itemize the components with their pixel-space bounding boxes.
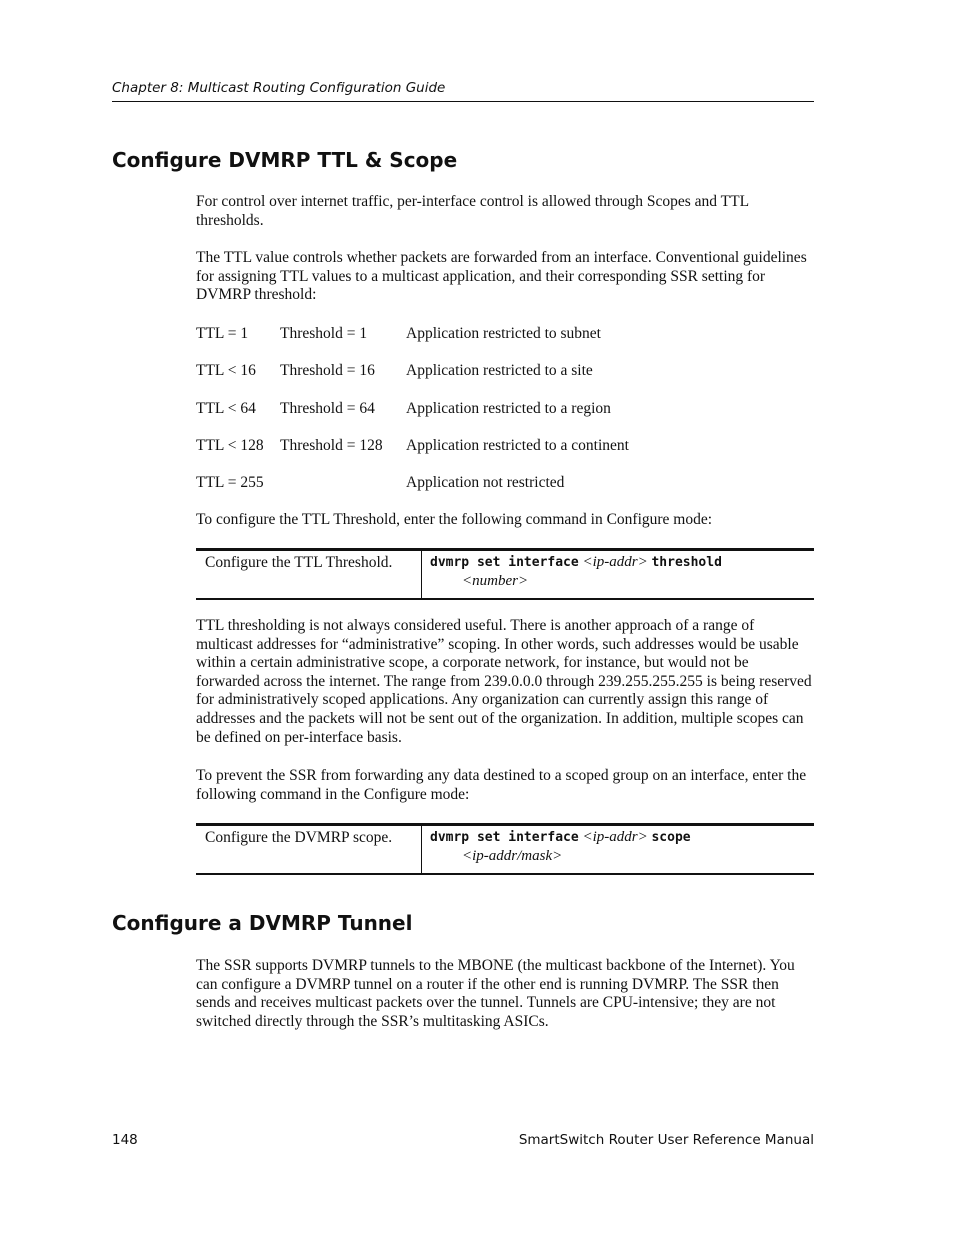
- command-description-cell: [196, 551, 422, 598]
- ttl-row: [196, 436, 816, 455]
- paragraph-prevent-forwarding: To prevent the SSR from forwarding any data destined to a scoped group on an interface, enter the following command in the Configure mode:: [196, 767, 807, 803]
- command-description-cell: [196, 826, 422, 873]
- command-syntax-continued: [462, 572, 528, 591]
- application-scope: Application restricted to subnet: [406, 325, 601, 342]
- threshold-value: Threshold = 128: [280, 437, 383, 454]
- command-argument: <number>: [462, 573, 529, 589]
- running-header: Chapter 8: Multicast Routing Configuration Guide: [112, 79, 814, 102]
- ttl-value: TTL < 16: [196, 362, 256, 379]
- command-keyword: threshold: [651, 555, 722, 570]
- section-heading-dvmrp-tunnel: Configure a DVMRP Tunnel: [112, 911, 413, 935]
- command-argument: <ip-addr>: [582, 554, 648, 570]
- command-syntax-continued: [462, 847, 562, 866]
- paragraph-ttl-scoping: TTL thresholding is not always considered useful. There is another approach of a range of multicast addresses for “administrative” scoping. In other words, such addresses would be usable within a certain administrative scope, a corporate network, for instance, but would not be forwarded across the internet. The range from 239.0.0.0 through 239.255.255.255 is being reserved for administratively scoped applications. Any organization can currently assign this range of addresses and the packets will not be sent out of the organization. In addition, multiple scopes can be defined on per-interface basis.: [196, 617, 812, 746]
- ttl-value: TTL < 64: [196, 400, 256, 417]
- command-syntax: [430, 828, 691, 847]
- ttl-value: TTL = 1: [196, 325, 249, 342]
- section-heading-ttl-scope: Configure DVMRP TTL & Scope: [112, 148, 458, 172]
- page-number: 148: [112, 1132, 138, 1148]
- threshold-value: Threshold = 16: [280, 362, 375, 379]
- command-argument: <ip-addr>: [582, 829, 648, 845]
- threshold-value: Threshold = 1: [280, 325, 368, 342]
- command-description: Configure the TTL Threshold.: [205, 554, 393, 571]
- command-argument: <ip-addr/mask>: [462, 848, 563, 864]
- command-description: Configure the DVMRP scope.: [205, 829, 393, 846]
- application-scope: Application restricted to a continent: [406, 437, 629, 454]
- ttl-row: [196, 361, 816, 380]
- ttl-row: [196, 399, 816, 418]
- paragraph-dvmrp-tunnel: The SSR supports DVMRP tunnels to the MBONE (the multicast backbone of the Internet). You can configure a DVMRP tunnel on a router if the other end is running DVMRP. The SSR then sends and receives multicast packets over the tunnel. Tunnels are CPU-intensive; they are not switched directly through the SSR’s multitasking ASICs.: [196, 957, 795, 1030]
- application-scope: Application restricted to a region: [406, 400, 611, 417]
- ttl-row: [196, 473, 816, 492]
- application-scope: Application not restricted: [406, 474, 565, 491]
- command-keyword: dvmrp set interface: [430, 830, 579, 845]
- command-table-ttl-threshold: [196, 548, 814, 600]
- threshold-value: Threshold = 64: [280, 400, 375, 417]
- ttl-value: TTL < 128: [196, 437, 264, 454]
- paragraph-intro: For control over internet traffic, per-interface control is allowed through Scopes and TTL thresholds.: [196, 193, 749, 229]
- command-keyword: scope: [651, 830, 691, 845]
- ttl-value: TTL = 255: [196, 474, 264, 491]
- ttl-row: [196, 324, 816, 343]
- command-table-dvmrp-scope: [196, 823, 814, 875]
- application-scope: Application restricted to a site: [406, 362, 593, 379]
- command-syntax: [430, 553, 722, 572]
- footer-manual-title: SmartSwitch Router User Reference Manual: [518, 1132, 814, 1148]
- paragraph-ttl-guidelines: The TTL value controls whether packets are forwarded from an interface. Conventional guidelines for assigning TTL values to a multicast application, and their corresponding SSR setting for DVMRP threshold:: [196, 249, 807, 304]
- command-keyword: dvmrp set interface: [430, 555, 579, 570]
- paragraph-configure-ttl: To configure the TTL Threshold, enter the following command in Configure mode:: [196, 511, 713, 528]
